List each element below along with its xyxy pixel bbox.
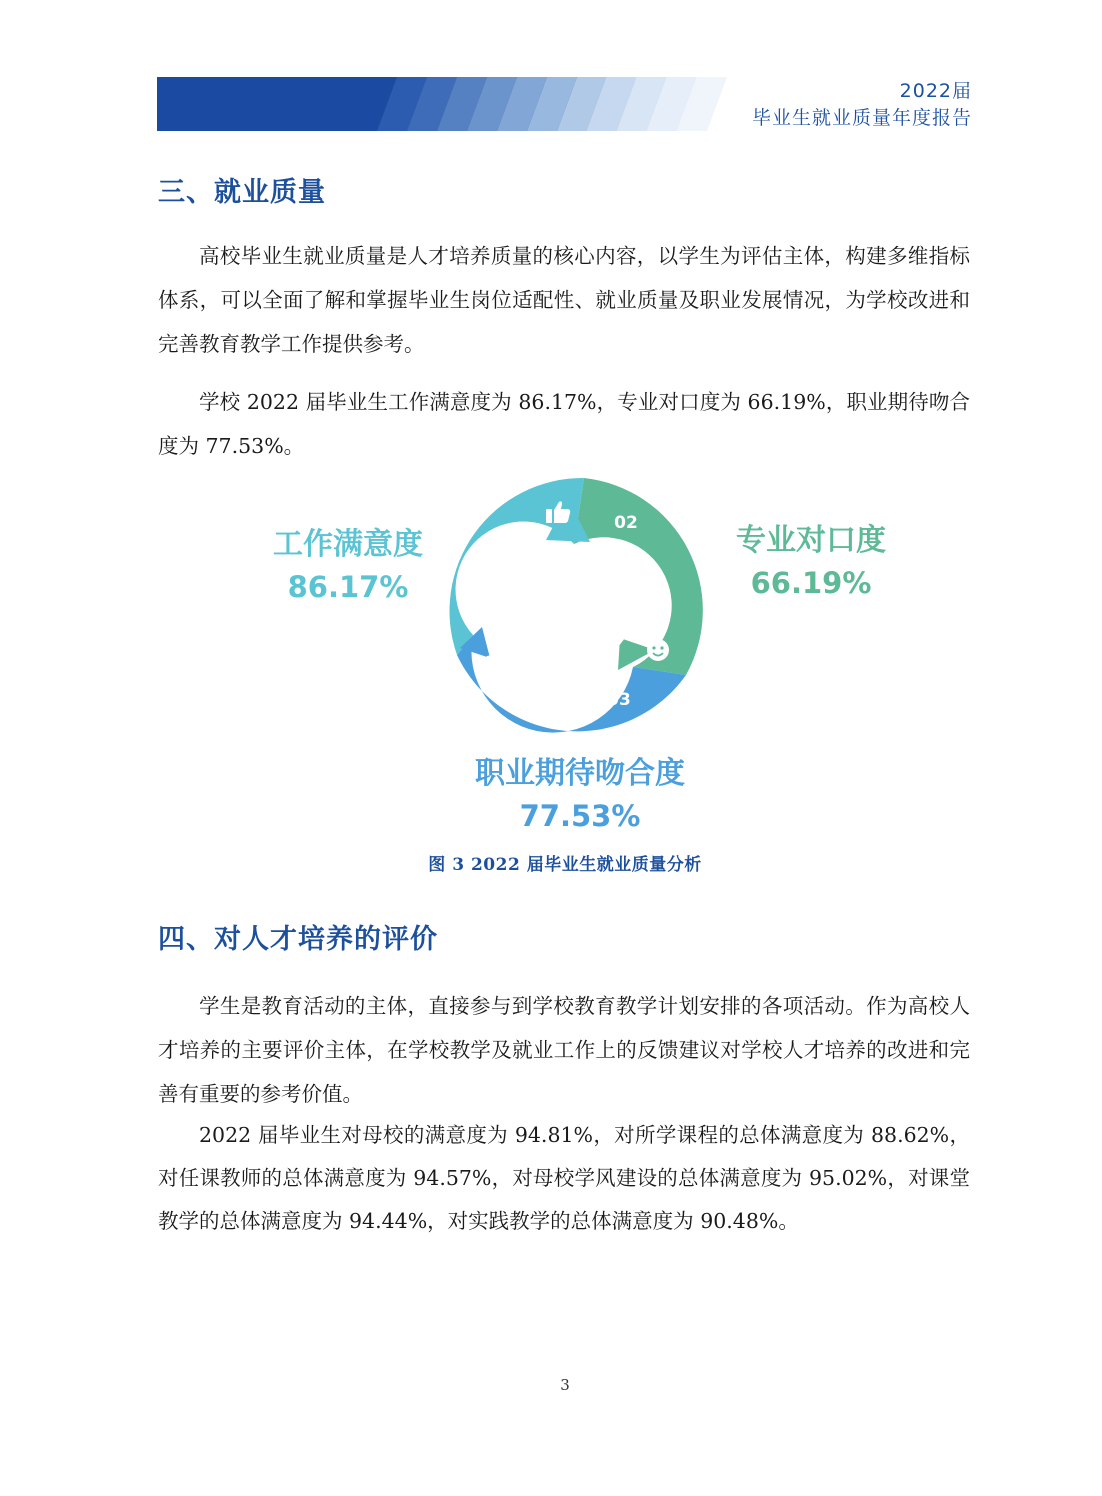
section-3-paragraph-1: 高校毕业生就业质量是人才培养质量的核心内容，以学生为评估主体，构建多维指标体系，可以全面了解和掌握毕业生岗位适配性、就业质量及职业发展情况，为学校改进和完善教育教学工作提供参考。	[158, 244, 970, 356]
section-3-title: 三、就业质量	[158, 177, 326, 208]
heart-icon	[486, 656, 500, 670]
section-4-paragraph-2: 2022 届毕业生对母校的满意度为 94.81%，对所学课程的总体满意度为 88.62%，对任课教师的总体满意度为 94.57%，对母校学风建设的总体满意度为 95.02%，对课堂教学的总体满意度为 94.44%，对实践教学的总体满意度为 90.48%。	[158, 1123, 970, 1233]
metric-job-satisfaction-label: 工作满意度	[273, 527, 423, 562]
metric-career-expectation-value: 77.53%	[519, 799, 641, 833]
metric-career-expectation-label: 职业期待吻合度	[475, 756, 685, 791]
smiley-icon	[647, 639, 669, 661]
header-report-title: 毕业生就业质量年度报告	[751, 107, 972, 129]
section-3-paragraph-2: 学校 2022 届毕业生工作满意度为 86.17%，专业对口度为 66.19%，职业期待吻合度为 77.53%。	[158, 390, 970, 458]
section-4-title: 四、对人才培养的评价	[158, 924, 438, 955]
segment-number-03: 03	[607, 690, 631, 710]
page-number: 3	[560, 1376, 570, 1394]
metric-major-match-value: 66.19%	[750, 566, 872, 600]
section-4-paragraph-1: 学生是教育活动的主体，直接参与到学校教育教学计划安排的各项活动。作为高校人才培养的主要评价主体，在学校教学及就业工作上的反馈建议对学校人才培养的改进和完善有重要的参考价值。	[158, 994, 970, 1106]
metric-job-satisfaction-value: 86.17%	[287, 570, 409, 604]
header-decorative-band	[157, 77, 747, 131]
metric-major-match	[716, 521, 906, 605]
header-title-block	[752, 78, 972, 132]
segment-number-01: 01	[464, 601, 488, 621]
segment-number-02: 02	[614, 513, 638, 533]
figure-3-caption: 图 3 2022 届毕业生就业质量分析	[428, 855, 702, 875]
metric-career-expectation	[450, 754, 710, 838]
employment-quality-ring-figure	[250, 470, 910, 850]
header-year: 2022届	[899, 80, 972, 102]
metric-job-satisfaction	[250, 525, 446, 609]
metric-major-match-label: 专业对口度	[736, 523, 886, 558]
